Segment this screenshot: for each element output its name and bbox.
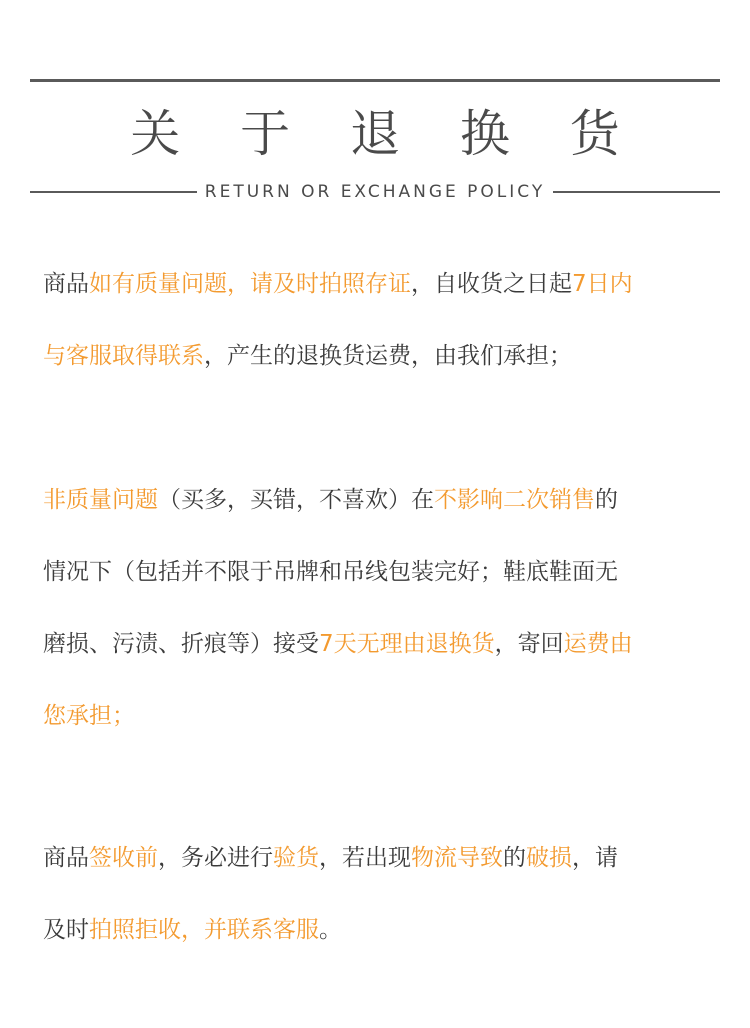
- highlight-segment: 您承担；: [43, 703, 135, 729]
- text-segment: 磨损、污渍、折痕等）接受: [43, 631, 319, 657]
- policy-delivery-inspection: [43, 822, 723, 966]
- policy-quality-issue: [43, 248, 723, 392]
- highlight-segment: 不影响二次销售: [434, 487, 595, 513]
- highlight-segment: 7日内: [572, 271, 633, 297]
- highlight-segment: 7天无理由退换货: [319, 631, 495, 657]
- policy-line: [43, 822, 723, 894]
- highlight-segment: 非质量问题: [43, 487, 158, 513]
- policy-line: [43, 320, 723, 392]
- text-segment: ，产生的退换货运费，由我们承担；: [204, 343, 572, 369]
- subtitle-row: [30, 178, 720, 206]
- text-segment: ，寄回: [494, 631, 564, 657]
- text-segment: ，请: [572, 845, 618, 871]
- highlight-segment: 拍照拒收，并联系客服: [89, 917, 319, 943]
- text-segment: ，务必进行: [158, 845, 273, 871]
- policy-non-quality-issue: [43, 464, 723, 752]
- policy-line: [43, 680, 723, 752]
- text-segment: （买多，买错，不喜欢）在: [158, 487, 434, 513]
- subtitle-left-divider: [30, 191, 197, 193]
- policy-line: [43, 608, 723, 680]
- text-segment: ，自收货之日起: [411, 271, 572, 297]
- top-divider: [30, 79, 720, 82]
- highlight-segment: 与客服取得联系: [43, 343, 204, 369]
- highlight-segment: 如有质量问题，请及时拍照存证: [89, 271, 411, 297]
- policy-line: [43, 536, 723, 608]
- page-title: 关 于 退 换 货: [130, 105, 642, 163]
- highlight-segment: 物流导致: [411, 845, 503, 871]
- text-segment: 商品: [43, 845, 89, 871]
- highlight-segment: 运费由: [563, 631, 633, 657]
- highlight-segment: 验货: [273, 845, 319, 871]
- policy-line: [43, 894, 723, 966]
- text-segment: 。: [319, 917, 342, 943]
- highlight-segment: 破损: [526, 845, 572, 871]
- text-segment: 的: [595, 487, 618, 513]
- highlight-segment: 签收前: [89, 845, 158, 871]
- text-segment: 情况下（包括并不限于吊牌和吊线包装完好；鞋底鞋面无: [43, 559, 618, 585]
- policy-line: [43, 248, 723, 320]
- subtitle-right-divider: [553, 191, 720, 193]
- text-segment: ，若出现: [319, 845, 411, 871]
- text-segment: 商品: [43, 271, 89, 297]
- text-segment: 的: [503, 845, 526, 871]
- policy-line: [43, 464, 723, 536]
- text-segment: 及时: [43, 917, 89, 943]
- page-subtitle: RETURN OR EXCHANGE POLICY: [204, 182, 546, 202]
